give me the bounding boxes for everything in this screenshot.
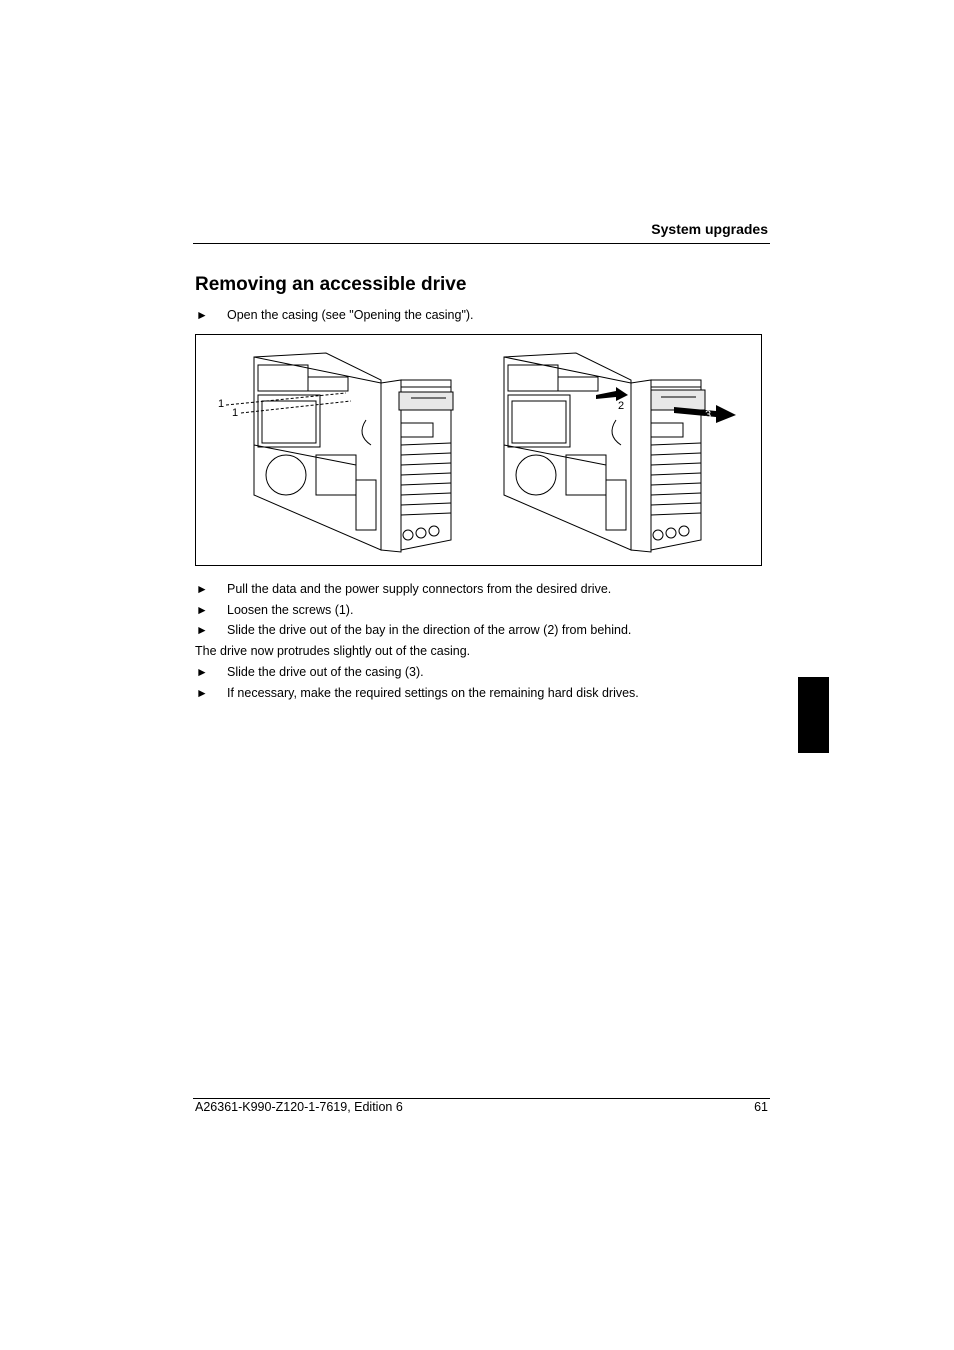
step-open-casing [196, 308, 766, 323]
bullet-arrow-icon: ► [196, 308, 208, 322]
arrow-2-icon [596, 387, 628, 401]
document-id: A26361-K990-Z120-1-7619, Edition 6 [195, 1100, 403, 1114]
header-rule [193, 243, 770, 244]
step-required-settings [196, 686, 766, 701]
step-loosen-screws [196, 603, 766, 618]
callout-arrow-3: 3 [705, 409, 712, 421]
step-slide-out-casing [196, 665, 766, 680]
bullet-arrow-icon: ► [196, 665, 208, 679]
step-text: Slide the drive out of the casing (3). [227, 665, 424, 679]
bullet-arrow-icon: ► [196, 603, 208, 617]
section-title: Removing an accessible drive [195, 274, 467, 295]
running-header: System upgrades [651, 221, 768, 237]
page-number: 61 [754, 1100, 768, 1114]
chapter-thumb-tab [798, 677, 829, 753]
step-text: Pull the data and the power supply connectors from the desired drive. [227, 582, 612, 596]
tower-server-drawing [196, 335, 763, 567]
callout-arrow-2: 2 [618, 400, 625, 412]
note-text: The drive now protrudes slightly out of the casing. [195, 644, 471, 658]
server-tower-left [226, 353, 453, 552]
step-text: Open the casing (see "Opening the casing"). [227, 308, 474, 322]
bullet-arrow-icon: ► [196, 582, 208, 596]
callout-screw-1b: 1 [232, 407, 239, 419]
step-pull-connectors [196, 582, 766, 597]
step-text: Slide the drive out of the bay in the direction of the arrow (2) from behind. [227, 623, 632, 637]
drive-removal-illustration [195, 334, 762, 566]
bullet-arrow-icon: ► [196, 623, 208, 637]
step-text: Loosen the screws (1). [227, 603, 354, 617]
bullet-arrow-icon: ► [196, 686, 208, 700]
footer-rule [193, 1098, 770, 1099]
step-text: If necessary, make the required settings on the remaining hard disk drives. [227, 686, 639, 700]
step-slide-from-behind [196, 623, 766, 638]
server-tower-right [504, 353, 705, 552]
callout-screw-1a: 1 [218, 398, 225, 410]
